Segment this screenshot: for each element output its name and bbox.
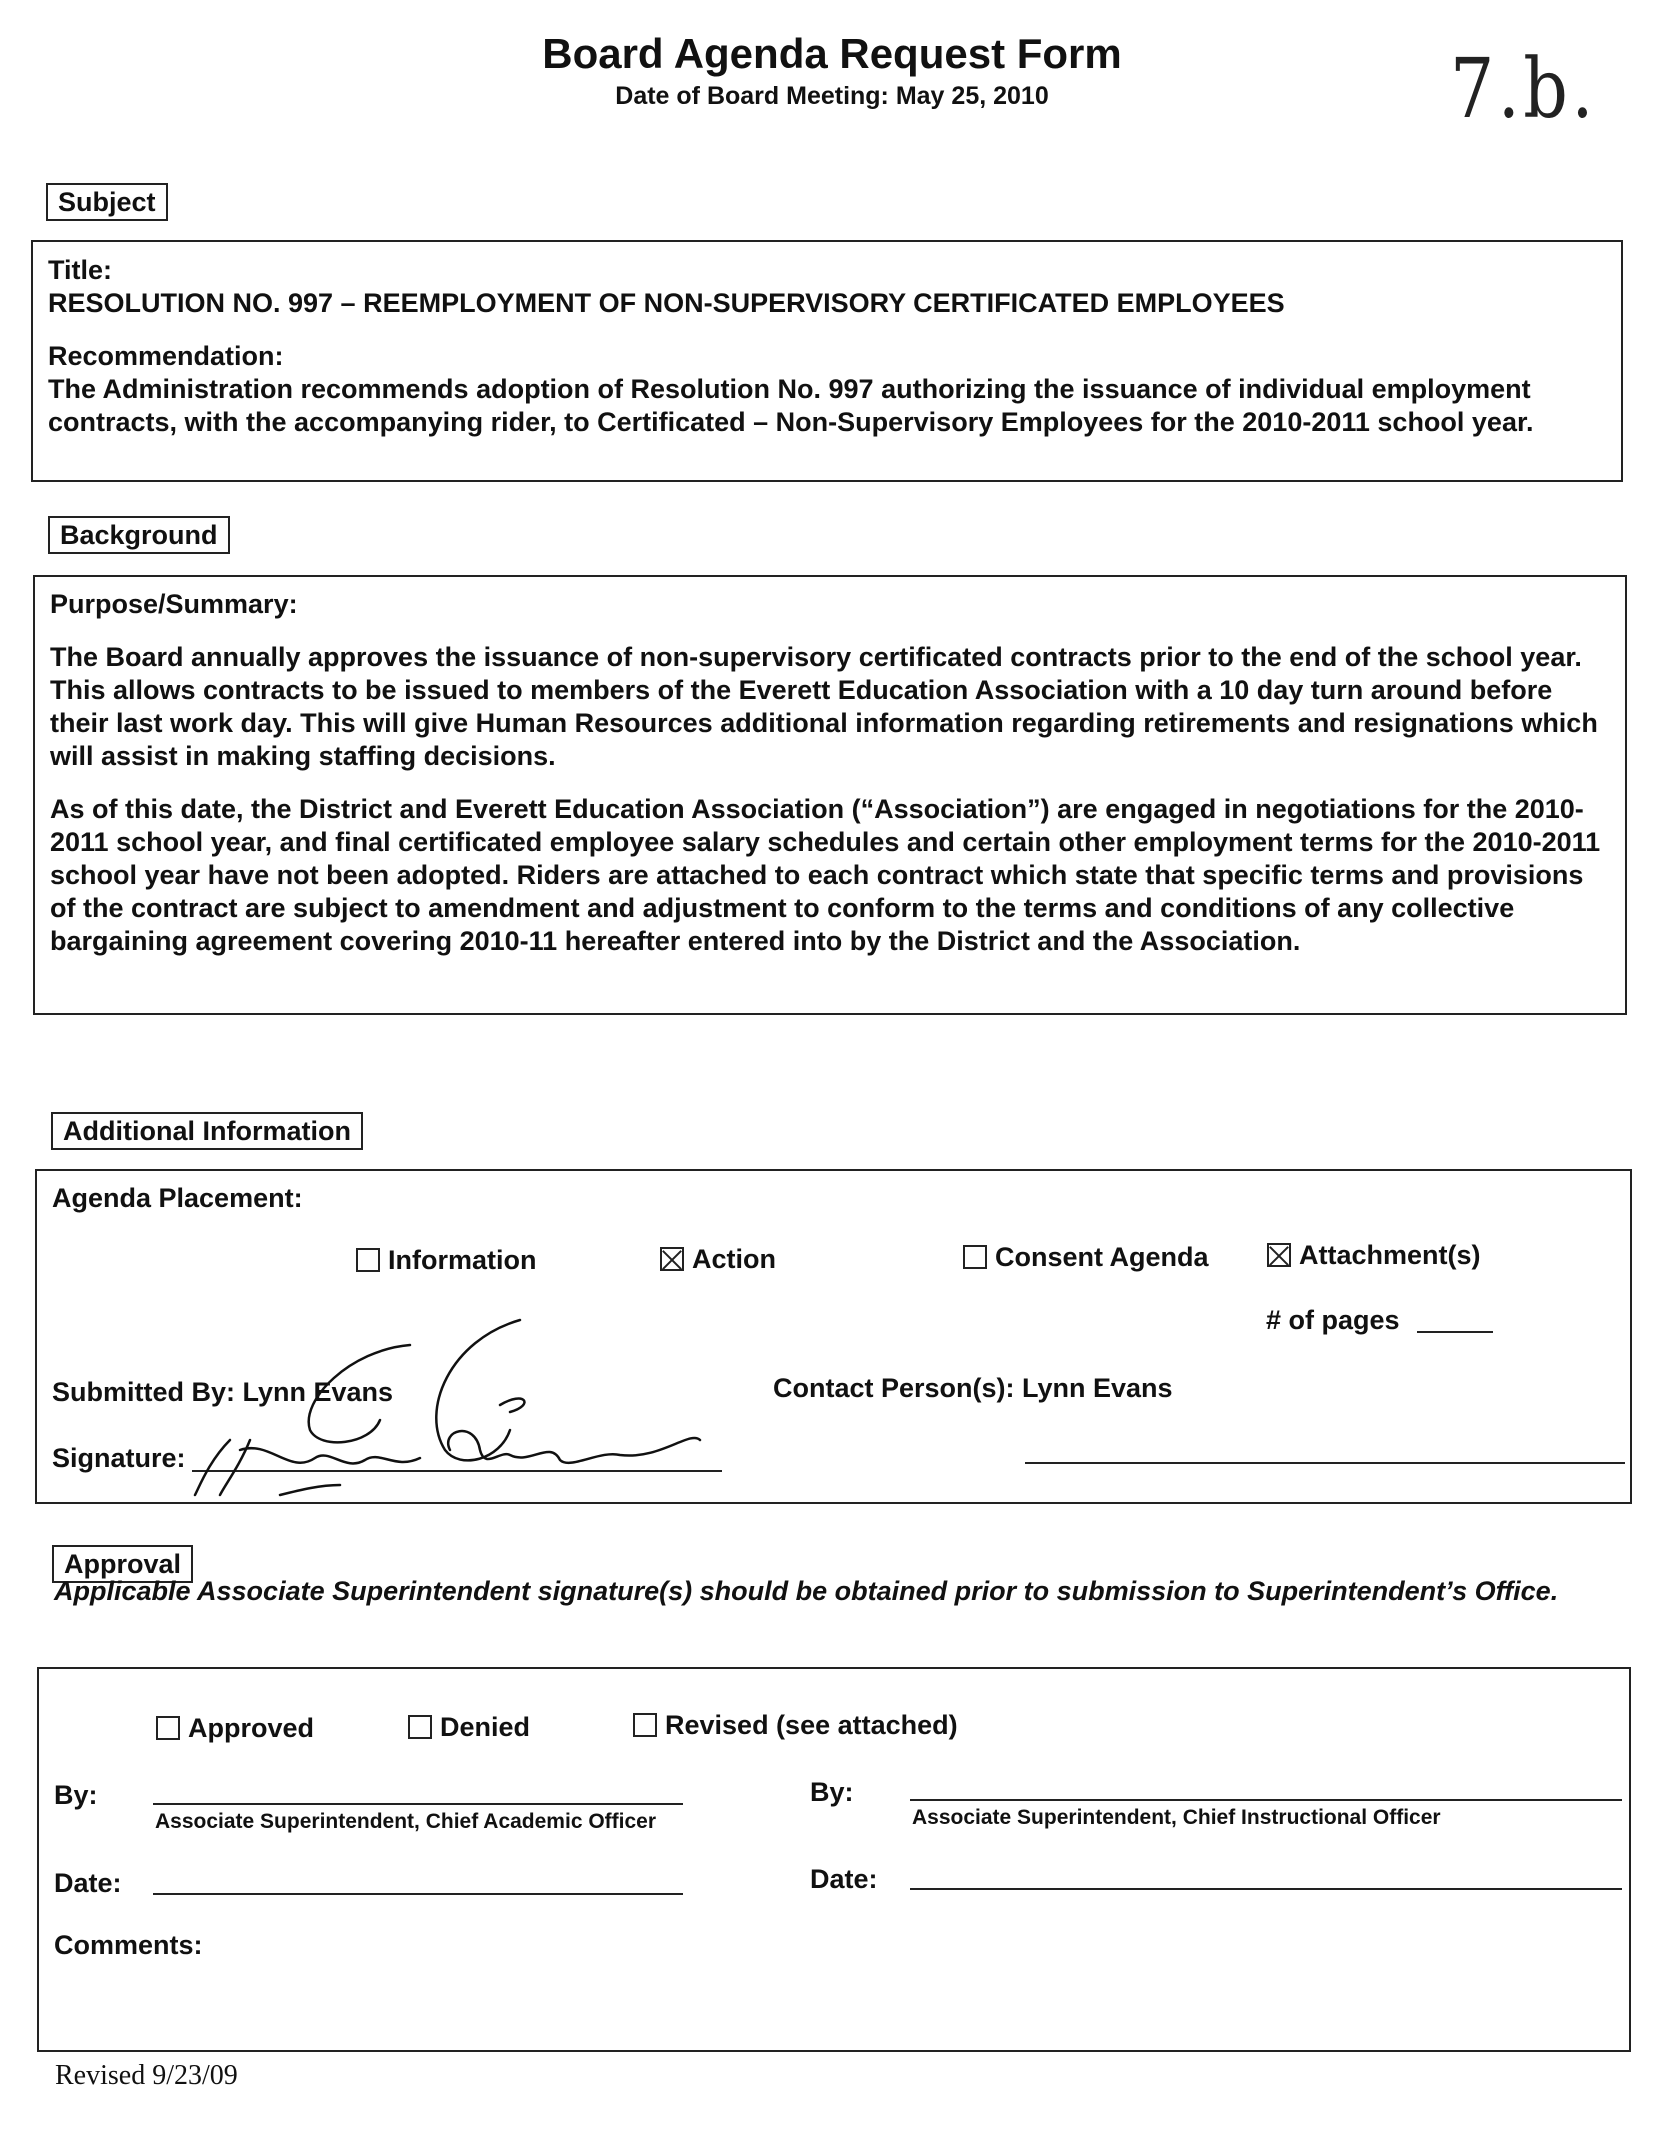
revised-checkbox[interactable] xyxy=(633,1713,657,1737)
handwritten-signature xyxy=(180,1300,740,1500)
meeting-date: Date of Board Meeting: May 25, 2010 xyxy=(615,82,1049,110)
pages-label: # of pages xyxy=(1266,1305,1400,1335)
title-label: Title: xyxy=(48,255,113,285)
title-text: RESOLUTION NO. 997 – REEMPLOYMENT OF NON-SUPERVISORY CERTIFICATED EMPLOYEES xyxy=(48,288,1285,318)
signature-stroke xyxy=(309,1345,410,1442)
by-line-right[interactable] xyxy=(910,1799,1622,1801)
approval-section-label: Approval xyxy=(52,1545,193,1583)
date-line-left[interactable] xyxy=(153,1893,683,1895)
agenda-item-number: 7.b. xyxy=(1450,42,1597,137)
signature-stroke xyxy=(500,1399,524,1412)
revised-label: Revised (see attached) xyxy=(665,1710,958,1740)
by-label-left: By: xyxy=(54,1780,98,1810)
right-role: Associate Superintendent, Chief Instructional Officer xyxy=(912,1806,1441,1829)
contact-signature-line[interactable] xyxy=(1025,1462,1625,1464)
approved-checkbox[interactable] xyxy=(156,1716,180,1740)
background-content xyxy=(50,588,1612,958)
comments-label: Comments: xyxy=(54,1930,203,1960)
additional-section-label: Additional Information xyxy=(51,1112,363,1150)
signature-stroke xyxy=(240,1448,420,1463)
contact-person: Contact Person(s): Lynn Evans xyxy=(773,1373,1173,1403)
purpose-paragraph-2: As of this date, the District and Everett Education Association (“Association”) are engaged in negotiations for the 2010-2011 school year, and final certificated employee salary schedules and certain other employment terms for the 2010-2011 school year have not been adopted. Riders are attached to each contract which state that specific terms and provisions of the contract are subject to amendment and adjustment to conform to the terms and conditions of any collective bargaining agreement covering 2010-11 hereafter entered into by the District and the Association. xyxy=(50,794,1601,956)
option-approved[interactable] xyxy=(156,1713,314,1744)
information-checkbox[interactable] xyxy=(356,1248,380,1272)
signature-label: Signature: xyxy=(52,1443,186,1473)
subject-section-label: Subject xyxy=(46,183,168,221)
revised-date: Revised 9/23/09 xyxy=(55,2060,238,2091)
consent-agenda-label: Consent Agenda xyxy=(995,1242,1209,1272)
option-information[interactable] xyxy=(356,1245,537,1276)
submitted-by: Submitted By: Lynn Evans xyxy=(52,1377,394,1407)
date-label-left: Date: xyxy=(54,1868,122,1898)
option-denied[interactable] xyxy=(408,1712,530,1743)
denied-label: Denied xyxy=(440,1712,531,1742)
denied-checkbox[interactable] xyxy=(408,1715,432,1739)
option-action[interactable] xyxy=(660,1244,776,1275)
signature-stroke xyxy=(448,1431,700,1463)
approval-note: Applicable Associate Superintendent signature(s) should be obtained prior to submission to Superintendent’s Office. xyxy=(54,1576,1559,1606)
action-label: Action xyxy=(692,1244,776,1274)
option-consent-agenda[interactable] xyxy=(963,1242,1209,1273)
by-line-left[interactable] xyxy=(153,1803,683,1805)
consent-agenda-checkbox[interactable] xyxy=(963,1245,987,1269)
by-label-right: By: xyxy=(810,1777,854,1807)
approved-label: Approved xyxy=(188,1713,315,1743)
date-label-right: Date: xyxy=(810,1864,878,1894)
left-role: Associate Superintendent, Chief Academic Officer xyxy=(155,1810,657,1833)
date-line-right[interactable] xyxy=(910,1888,1622,1890)
background-section-label: Background xyxy=(48,516,230,554)
attachments-checkbox[interactable] xyxy=(1267,1243,1291,1267)
purpose-paragraph-1: The Board annually approves the issuance of non-supervisory certificated contracts prior to the end of the school year. This allows contracts to be issued to members of the Everett Education Association with a 10 day turn around before their last work day. This will give Human Resources additional information regarding retirements and resignations which will assist in making staffing decisions. xyxy=(50,642,1598,771)
agenda-placement-label: Agenda Placement: xyxy=(52,1183,303,1213)
option-attachments[interactable] xyxy=(1267,1240,1481,1271)
attachments-label: Attachment(s) xyxy=(1299,1240,1481,1270)
action-checkbox[interactable] xyxy=(660,1247,684,1271)
recommendation-text: The Administration recommends adoption of Resolution No. 997 authorizing the issuance of individual employment contracts, with the accompanying rider, to Certificated – Non-Supervisory Employees for the 2010-2011 school year. xyxy=(48,374,1534,437)
option-revised[interactable] xyxy=(633,1710,958,1741)
signature-stroke xyxy=(280,1485,340,1495)
information-label: Information xyxy=(388,1245,537,1275)
purpose-label: Purpose/Summary: xyxy=(50,589,298,619)
recommendation-label: Recommendation: xyxy=(48,341,284,371)
form-title: Board Agenda Request Form xyxy=(542,30,1122,77)
subject-content xyxy=(48,254,1608,439)
pages-line[interactable] xyxy=(1417,1331,1493,1333)
